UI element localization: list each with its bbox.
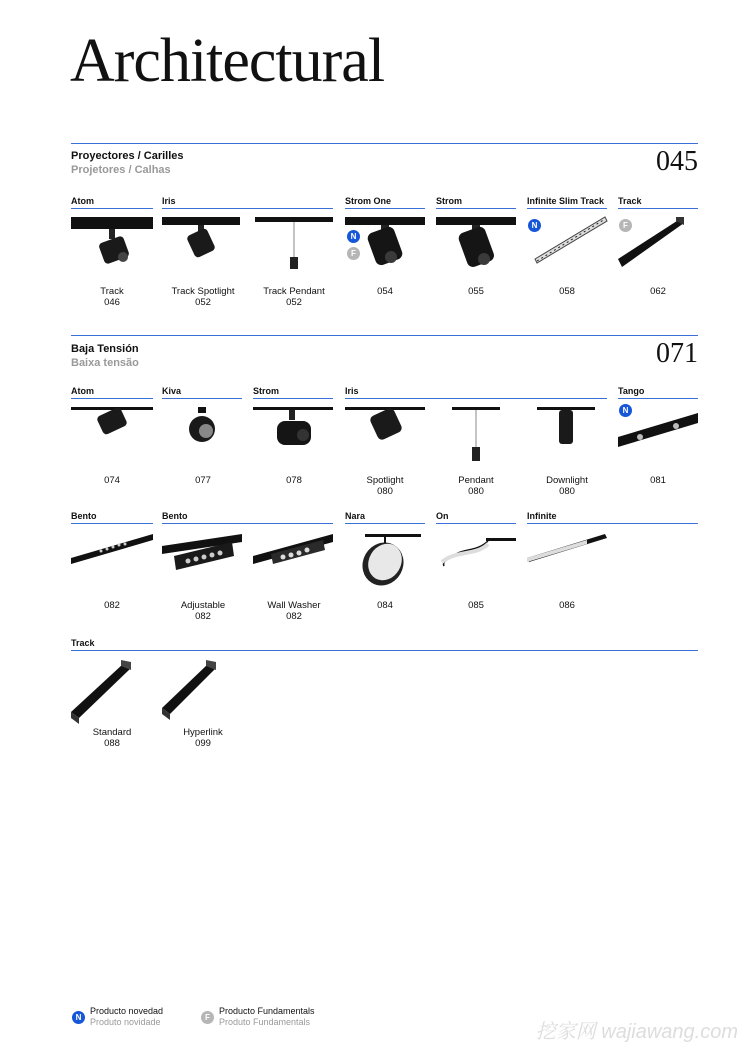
product-caption: Wall Washer 082 bbox=[267, 600, 321, 622]
iris-spotlight-image bbox=[162, 215, 244, 260]
family-strom bbox=[436, 196, 516, 209]
family-label: Atom bbox=[71, 386, 94, 396]
family-infinite bbox=[527, 511, 698, 524]
family-nara bbox=[345, 511, 425, 524]
legend-fundamentals: Producto Fundamentals Produto Fundamentals bbox=[219, 1006, 315, 1027]
family-label: Strom bbox=[253, 386, 280, 396]
section-page-number: 071 bbox=[656, 338, 698, 369]
family-label: Track bbox=[618, 196, 642, 206]
product-caption: 054 bbox=[377, 286, 393, 297]
product-caption: 077 bbox=[195, 475, 211, 486]
fundamentals-badge: F bbox=[619, 219, 632, 232]
family-tango bbox=[618, 386, 698, 399]
product-caption: Track Spotlight 052 bbox=[171, 286, 235, 308]
product-caption: 058 bbox=[559, 286, 575, 297]
product-caption: 081 bbox=[650, 475, 666, 486]
family-track bbox=[71, 638, 698, 651]
family-label: Infinite Slim Track bbox=[527, 196, 605, 206]
section-title: Proyectores / Carilles bbox=[71, 150, 184, 162]
new-product-badge: N bbox=[347, 230, 360, 243]
new-product-badge: N bbox=[619, 404, 632, 417]
section-page-number: 045 bbox=[656, 146, 698, 177]
section-divider bbox=[71, 335, 698, 336]
product-caption: Spotlight 080 bbox=[366, 475, 404, 497]
family-iris bbox=[345, 386, 607, 399]
product-caption: 082 bbox=[104, 600, 120, 611]
track-hyperlink-image bbox=[162, 658, 226, 726]
infinite-image bbox=[527, 532, 609, 567]
strom-one-image bbox=[345, 215, 427, 270]
product-caption: 086 bbox=[559, 600, 575, 611]
family-label: Strom One bbox=[345, 196, 392, 206]
strom-image bbox=[436, 215, 518, 270]
family-label: Kiva bbox=[162, 386, 182, 396]
new-product-badge: N bbox=[72, 1011, 85, 1024]
family-infinite-slim-track bbox=[527, 196, 607, 209]
family-label: Atom bbox=[71, 196, 94, 206]
page-title: Architectural bbox=[70, 27, 385, 95]
bento-image bbox=[71, 532, 153, 567]
section-subtitle: Projetores / Calhas bbox=[71, 164, 171, 176]
iris-lv-spotlight-image bbox=[345, 407, 427, 447]
product-caption: 085 bbox=[468, 600, 484, 611]
iris-lv-pendant-image bbox=[436, 407, 518, 465]
bento-adjustable-image bbox=[162, 532, 244, 572]
atom-lv-image bbox=[71, 407, 153, 447]
product-caption: 062 bbox=[650, 286, 666, 297]
product-caption: Track Pendant 052 bbox=[263, 286, 325, 308]
family-atom bbox=[71, 386, 153, 399]
family-label: Bento bbox=[162, 511, 188, 521]
family-kiva bbox=[162, 386, 242, 399]
fundamentals-badge: F bbox=[201, 1011, 214, 1024]
product-caption: Track 046 bbox=[100, 286, 124, 308]
family-bento bbox=[71, 511, 153, 524]
family-iris bbox=[162, 196, 333, 209]
family-label: Bento bbox=[71, 511, 97, 521]
family-label: Tango bbox=[618, 386, 645, 396]
family-strom bbox=[253, 386, 333, 399]
on-image bbox=[436, 532, 518, 572]
product-caption: Hyperlink 099 bbox=[183, 727, 223, 749]
family-label: Track bbox=[71, 638, 95, 648]
family-label: Nara bbox=[345, 511, 366, 521]
track-spot-image bbox=[71, 215, 153, 270]
product-caption: Standard 088 bbox=[92, 727, 132, 749]
family-on bbox=[436, 511, 516, 524]
section-subtitle: Baixa tensão bbox=[71, 357, 139, 369]
family-label: Iris bbox=[162, 196, 176, 206]
family-atom bbox=[71, 196, 153, 209]
product-caption: 074 bbox=[104, 475, 120, 486]
bento-wall-washer-image bbox=[253, 532, 335, 567]
product-caption: 078 bbox=[286, 475, 302, 486]
family-label: Strom bbox=[436, 196, 463, 206]
product-caption: Adjustable 082 bbox=[180, 600, 226, 622]
product-caption: Pendant 080 bbox=[458, 475, 494, 497]
fundamentals-badge: F bbox=[347, 247, 360, 260]
family-label: On bbox=[436, 511, 449, 521]
strom-lv-image bbox=[253, 407, 335, 449]
family-label: Infinite bbox=[527, 511, 557, 521]
product-caption: Downlight 080 bbox=[546, 475, 588, 497]
track-standard-image bbox=[71, 658, 135, 726]
nara-image bbox=[345, 532, 427, 588]
iris-pendant-image bbox=[253, 215, 335, 270]
section-divider bbox=[71, 143, 698, 144]
family-label: Iris bbox=[345, 386, 359, 396]
new-product-badge: N bbox=[528, 219, 541, 232]
watermark: 挖家网 wajiawang.com bbox=[535, 1021, 738, 1043]
family-track bbox=[618, 196, 698, 209]
product-caption: 084 bbox=[377, 600, 393, 611]
iris-lv-downlight-image bbox=[527, 407, 609, 447]
section-title: Baja Tensión bbox=[71, 343, 139, 355]
legend-new: Producto novedad Produto novidade bbox=[90, 1006, 164, 1027]
family-strom-one bbox=[345, 196, 425, 209]
product-caption: 055 bbox=[468, 286, 484, 297]
kiva-image bbox=[162, 407, 244, 447]
family-bento bbox=[162, 511, 333, 524]
